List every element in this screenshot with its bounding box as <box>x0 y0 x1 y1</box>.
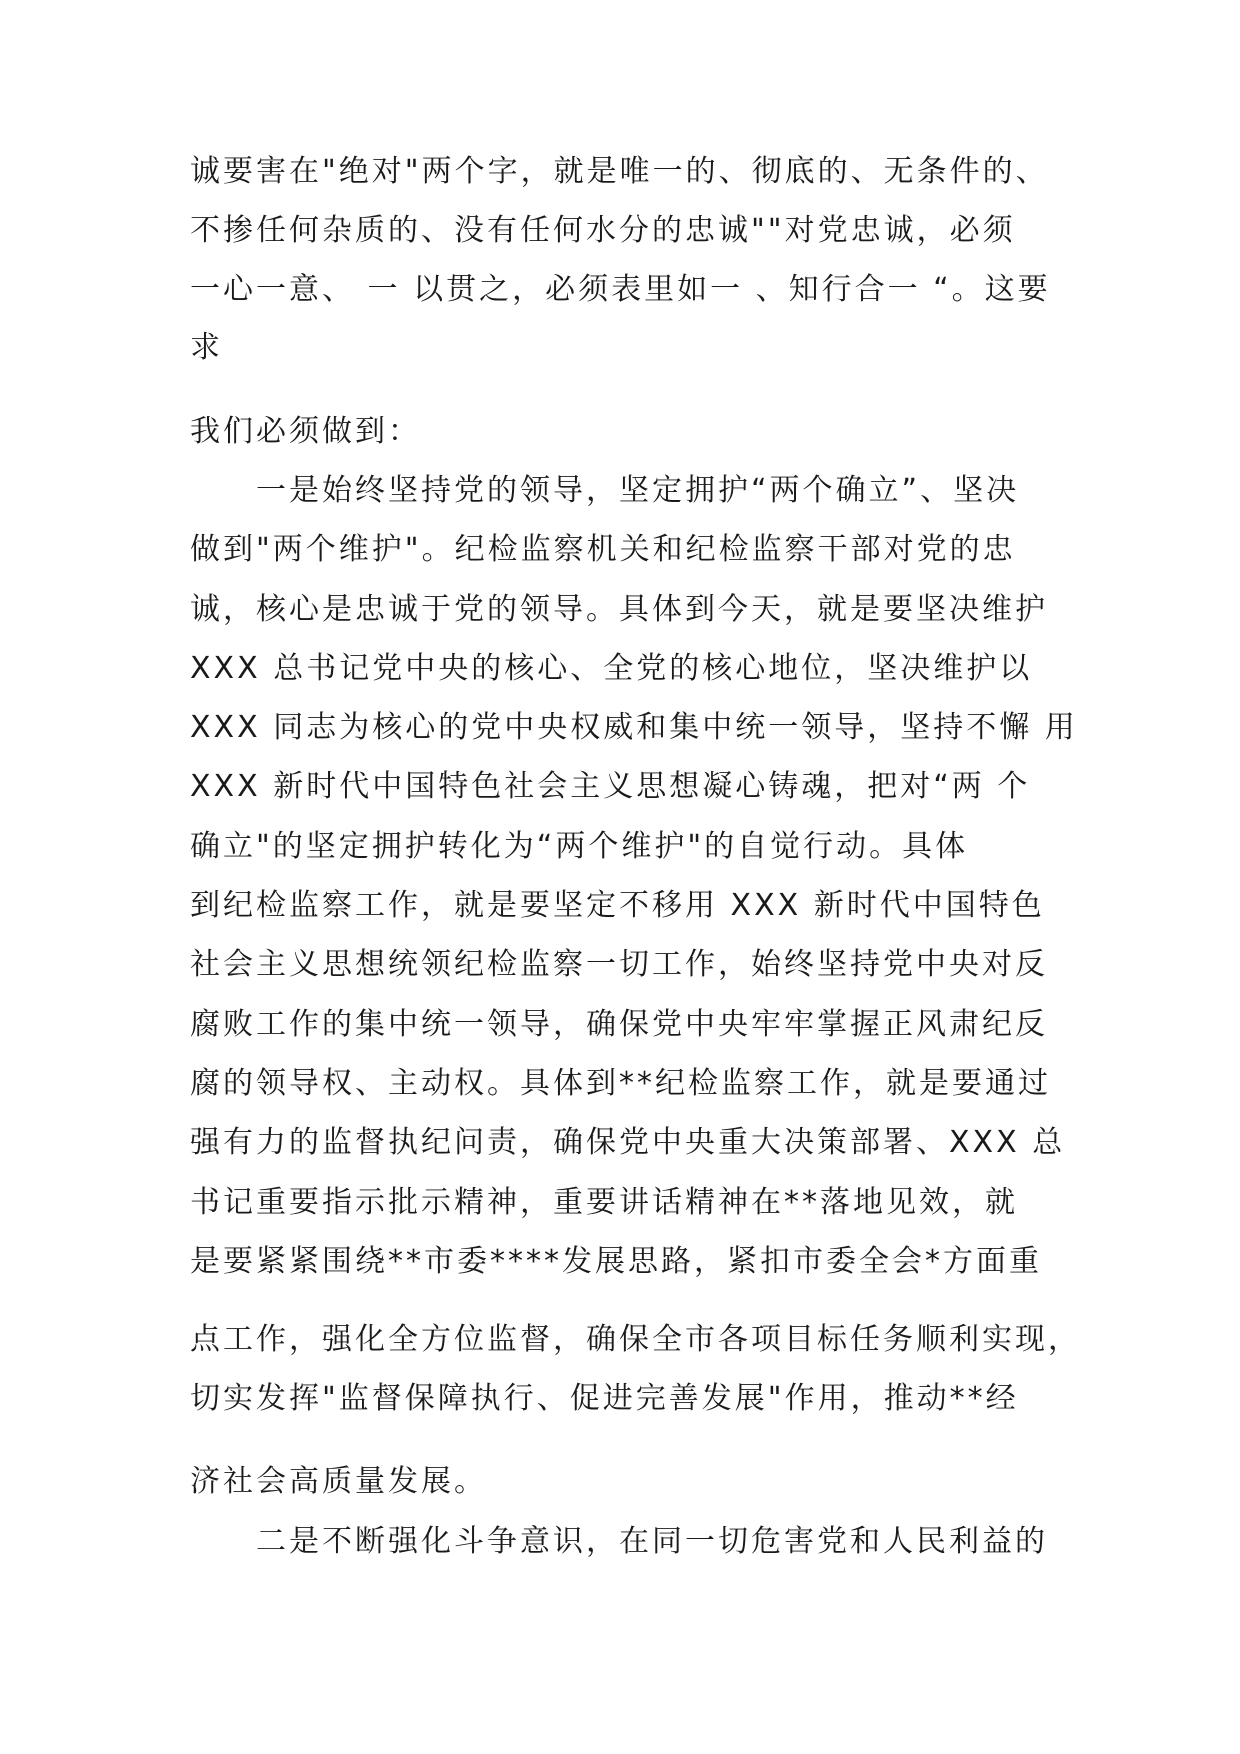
text-line: 切实发挥"监督保障执行、促进完善发展"作用，推动**经 <box>190 1381 1019 1416</box>
text-line: 诚，核心是忠诚于党的领导。具体到今天，就是要坚决维护 <box>190 592 1048 627</box>
text-line: 书记重要指示批示精神，重要讲话精神在**落地见效，就 <box>190 1185 1018 1220</box>
text-line: 不掺任何杂质的、没有任何水分的忠诚""对党忠诚，必须 <box>190 213 1016 248</box>
text-line: 做到"两个维护"。纪检监察机关和纪检监察干部对党的忠 <box>190 532 1016 567</box>
text-line: 社会主义思想统领纪检监察一切工作，始终坚持党中央对反 <box>190 947 1048 982</box>
paragraph-start: 二是不断强化斗争意识，在同一切危害党和人民利益的 <box>190 1524 1048 1559</box>
text-line: 确立"的坚定拥护转化为“两个维护"的自觉行动。具体 <box>190 829 969 864</box>
text-line: 腐的领导权、主动权。具体到**纪检监察工作，就是要通过 <box>190 1066 1051 1101</box>
text-line: 腐败工作的集中统一领导，确保党中央牢牢掌握正风肃纪反 <box>190 1007 1048 1042</box>
paragraph-start: 一是始终坚持党的领导，坚定拥护“两个确立”、坚决 <box>190 473 1020 508</box>
text-line: 求 <box>190 330 223 365</box>
text-line: 济社会高质量发展。 <box>190 1464 487 1499</box>
text-line: XXX 新时代中国特色社会主义思想凝心铸魂，把对“两 个 <box>190 769 1031 804</box>
text-line: XXX 总书记党中央的核心、全党的核心地位，坚决维护以 <box>190 651 1033 686</box>
text-line: XXX 同志为核心的党中央权威和集中统一领导，坚持不懈 用 <box>190 710 1078 745</box>
text-line: 是要紧紧围绕**市委****发展思路，紧扣市委全会*方面重 <box>190 1244 1042 1279</box>
text-line: 点工作，强化全方位监督，确保全市各项目标任务顺利实现， <box>190 1322 1081 1357</box>
text-line: 强有力的监督执纪问责，确保党中央重大决策部署、XXX 总 <box>190 1125 1066 1160</box>
text-line: 诚要害在"绝对"两个字，就是唯一的、彻底的、无条件的、 <box>190 154 1049 189</box>
text-line: 一心一意、 一 以贯之，必须表里如一 、知行合一 “。这要 <box>190 272 1051 307</box>
text-line: 我们必须做到： <box>190 414 421 449</box>
text-line: 到纪检监察工作，就是要坚定不移用 XXX 新时代中国特色 <box>190 888 1045 923</box>
